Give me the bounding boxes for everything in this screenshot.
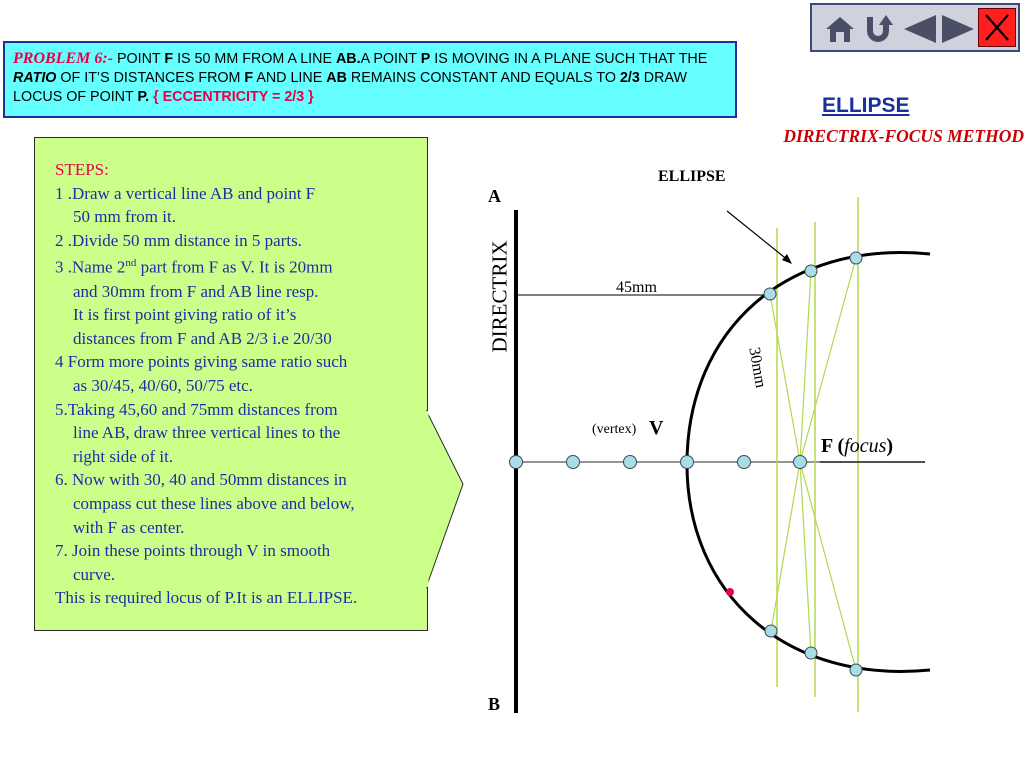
problem-frac: 2/3 bbox=[619, 70, 640, 86]
step-3-sup: nd bbox=[125, 257, 137, 270]
step-6a: 6. Now with 30, 40 and 50mm distances in bbox=[55, 470, 347, 490]
step-3a-text: 3 .Name 2 bbox=[55, 258, 126, 278]
problem-text-1: POINT bbox=[113, 51, 165, 67]
directrix-label: DIRECTRIX bbox=[487, 240, 512, 353]
problem-eccentricity: { ECCENTRICITY = 2/3 } bbox=[149, 89, 314, 105]
focus-label-word: focus bbox=[844, 435, 887, 457]
step-5c: right side of it. bbox=[73, 446, 174, 466]
step-3d: It is first point giving ratio of it’s bbox=[73, 305, 297, 325]
step-3b-text: part from F as V. It is 20mm bbox=[136, 258, 333, 278]
step-8: This is required locus of P.It is an ELLIPSE. bbox=[55, 588, 358, 608]
step-7a: 7. Join these points through V in smooth bbox=[55, 541, 331, 561]
problem-ab1: AB. bbox=[335, 51, 361, 67]
step-3e: distances from F and AB 2/3 i.e 20/30 bbox=[73, 328, 332, 348]
label-b: B bbox=[488, 694, 501, 714]
problem-text-4: IS MOVING IN A PLANE SUCH THAT THE bbox=[430, 51, 708, 67]
step-6c: with F as center. bbox=[73, 517, 185, 537]
arrowhead bbox=[782, 254, 792, 264]
step-4b: as 30/45, 40/60, 50/75 etc. bbox=[73, 376, 253, 395]
problem-ratio: RATIO bbox=[13, 70, 57, 86]
problem-f2: F bbox=[244, 70, 254, 86]
step-1a: 1 .Draw a vertical line AB and point F bbox=[55, 183, 316, 203]
problem-text-8: DRAW LOCUS OF POINT bbox=[13, 70, 687, 105]
problem-f1: F bbox=[164, 51, 174, 67]
dimension-30-label: 30mm bbox=[745, 346, 770, 390]
step-3c: and 30mm from F and AB line resp. bbox=[73, 281, 319, 301]
focus-radii bbox=[770, 258, 856, 670]
step-5b: line AB, draw three vertical lines to the bbox=[73, 423, 341, 443]
step-7b: curve. bbox=[73, 564, 116, 584]
page-subtitle: DIRECTRIX-FOCUS METHOD bbox=[783, 126, 1024, 146]
vertex-label: V bbox=[649, 417, 664, 439]
locus-points bbox=[764, 252, 862, 676]
focus-label-f: F ( bbox=[821, 435, 845, 457]
label-a: A bbox=[488, 186, 501, 206]
marked-point bbox=[726, 588, 734, 596]
problem-text-5: OF IT’S DISTANCES FROM bbox=[56, 70, 245, 86]
problem-label: PROBLEM 6 bbox=[13, 50, 103, 67]
vertex-note: (vertex) bbox=[592, 422, 637, 437]
focus-label-close: ) bbox=[886, 435, 894, 457]
problem-text-6: AND LINE bbox=[253, 70, 327, 86]
problem-ab2: AB bbox=[326, 70, 347, 86]
dimension-45-label: 45mm bbox=[616, 279, 657, 296]
step-4a: 4 Form more points giving same ratio such bbox=[55, 352, 348, 372]
ellipse-label: ELLIPSE bbox=[658, 168, 726, 185]
problem-p2: P. bbox=[137, 89, 150, 105]
page-title: ELLIPSE bbox=[822, 94, 910, 117]
steps-heading: STEPS: bbox=[55, 160, 109, 179]
problem-text-3: A POINT bbox=[360, 51, 421, 67]
ellipse-pointer-arrow bbox=[727, 211, 789, 261]
problem-text-7: REMAINS CONSTANT AND EQUALS TO bbox=[346, 70, 620, 86]
step-5a: 5.Taking 45,60 and 75mm distances from bbox=[55, 399, 338, 419]
problem-text-2: IS 50 MM FROM A LINE bbox=[173, 51, 336, 67]
step-2: 2 .Divide 50 mm distance in 5 parts. bbox=[55, 230, 302, 250]
step-1b: 50 mm from it. bbox=[73, 207, 176, 227]
step-6b: compass cut these lines above and below, bbox=[73, 493, 355, 513]
problem-p1: P bbox=[420, 51, 431, 67]
focus-label bbox=[821, 435, 893, 458]
problem-sep: :- bbox=[102, 50, 113, 67]
